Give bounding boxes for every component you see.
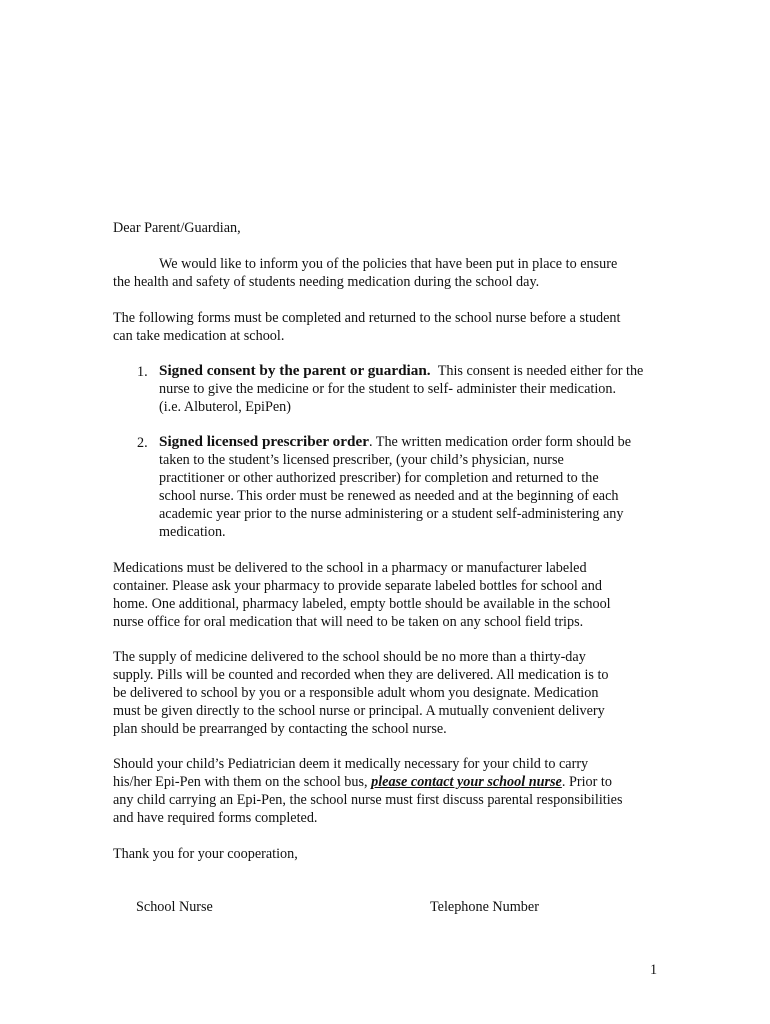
list-item-text: (i.e. Albuterol, EpiPen)	[159, 399, 291, 415]
paragraph-line: nurse office for oral medication that will need to be taken on any school field trips.	[113, 614, 584, 630]
paragraph-text: his/her Epi-Pen with them on the school bus,	[113, 774, 372, 790]
list-item-heading: Signed consent by the parent or guardian.	[159, 362, 431, 379]
list-item-heading: Signed licensed prescriber order	[159, 433, 369, 450]
list-item-text: school nurse. This order must be renewed as needed and at the beginning of each	[159, 488, 619, 504]
paragraph-line: home. One additional, pharmacy labeled, empty bottle should be available in the school	[113, 596, 611, 612]
contact-nurse-emphasis: please contact your school nurse	[371, 774, 562, 790]
paragraph-line: supply. Pills will be counted and recorded when they are delivered. All medication is to	[113, 667, 609, 683]
list-item-text: taken to the student’s licensed prescriber, (your child’s physician, nurse	[159, 452, 564, 468]
list-item-2-first-line	[159, 433, 631, 451]
list-item-text: . The written medication order form should be	[368, 434, 632, 450]
paragraph-line: The supply of medicine delivered to the school should be no more than a thirty-day	[113, 649, 586, 665]
paragraph-line: Medications must be delivered to the school in a pharmacy or manufacturer labeled	[113, 560, 587, 576]
list-item-number: 2.	[137, 435, 148, 451]
list-item-number: 1.	[137, 364, 148, 380]
list-item-text: practitioner or other authorized prescriber) for completion and returned to the	[159, 470, 599, 486]
paragraph-line: must be given directly to the school nurse or principal. A mutually convenient delivery	[113, 703, 605, 719]
forms-intro-line-2: can take medication at school.	[113, 328, 285, 344]
paragraph-line: container. Please ask your pharmacy to provide separate labeled bottles for school and	[113, 578, 602, 594]
salutation: Dear Parent/Guardian,	[113, 220, 241, 236]
closing: Thank you for your cooperation,	[113, 846, 298, 862]
list-item-text: medication.	[159, 524, 226, 540]
paragraph-line: any child carrying an Epi-Pen, the school nurse must first discuss parental responsibilities	[113, 792, 623, 808]
list-item-text: This consent is needed either for the	[437, 363, 644, 379]
signature-school-nurse: School Nurse	[136, 899, 213, 915]
paragraph-line: and have required forms completed.	[113, 810, 318, 826]
paragraph-text: . Prior to	[561, 774, 612, 790]
intro-line-1: We would like to inform you of the policies that have been put in place to ensure	[159, 256, 618, 272]
epipen-line-2	[113, 773, 612, 791]
list-item-text: nurse to give the medicine or for the student to self- administer their medication.	[159, 381, 617, 397]
paragraph-line: Should your child’s Pediatrician deem it medically necessary for your child to carry	[113, 756, 589, 772]
page-number: 1	[650, 962, 658, 978]
list-item-1-first-line	[159, 362, 643, 380]
paragraph-line: plan should be prearranged by contacting the school nurse.	[113, 721, 447, 737]
forms-intro-line-1: The following forms must be completed and returned to the school nurse before a student	[113, 310, 621, 326]
paragraph-line: be delivered to school by you or a responsible adult whom you designate. Medication	[113, 685, 599, 701]
signature-telephone-number: Telephone Number	[430, 899, 539, 915]
intro-line-2: the health and safety of students needing medication during the school day.	[113, 274, 540, 290]
list-item-text: academic year prior to the nurse administering or a student self-administering any	[159, 506, 624, 522]
